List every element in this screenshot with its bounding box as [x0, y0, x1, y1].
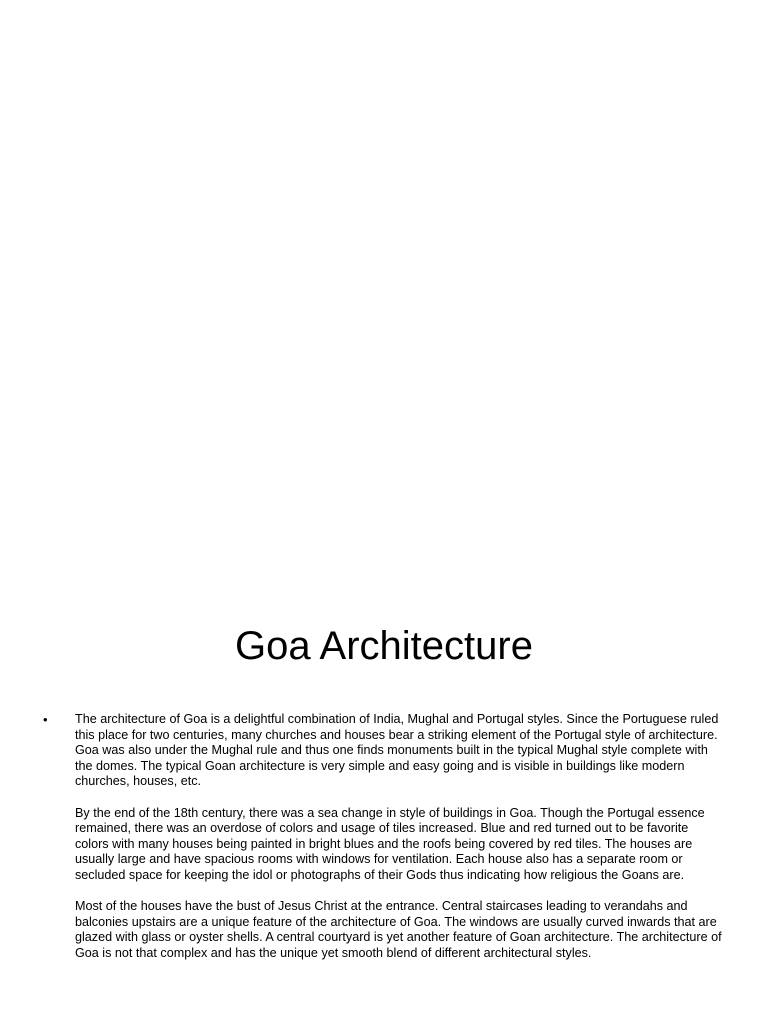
- paragraph-18th-century: By the end of the 18th century, there was a sea change in style of buildings in Goa. Though the Portugal essence remained, there was an overdose of colors and usage of tiles increased. Blue and red turned out to be favorite colors with many houses being painted in bright blues and the roofs being covered by red tiles. The houses are usually large and have spacious rooms with windows for ventilation. Each house also has a separate room or secluded space for keeping the idol or photographs of their Gods thus indicating how religious the Goans are.: [75, 805, 705, 882]
- paragraph-house-features: Most of the houses have the bust of Jesus Christ at the entrance. Central staircases leading to verandahs and balconies upstairs are a unique feature of the architecture of Goa. The windows are usually curved inwards that are glazed with glass or oyster shells. A central courtyard is yet another feature of Goan architecture. The architecture of Goa is not that complex and has the unique yet smooth blend of different architectural styles.: [75, 899, 722, 960]
- page-title: Goa Architecture: [235, 624, 533, 668]
- bullet-icon: •: [43, 712, 48, 727]
- paragraph-intro: The architecture of Goa is a delightful combination of India, Mughal and Portugal styles. Since the Portuguese ruled this place for two centuries, many churches and houses bear a striking element of the Portugal style of architecture. Goa was also under the Mughal rule and thus one finds monuments built in the typical Mughal style complete with the domes. The typical Goan architecture is very simple and easy going and is visible in buildings like modern churches, houses, etc.: [75, 712, 719, 789]
- bullet-content: [75, 712, 725, 962]
